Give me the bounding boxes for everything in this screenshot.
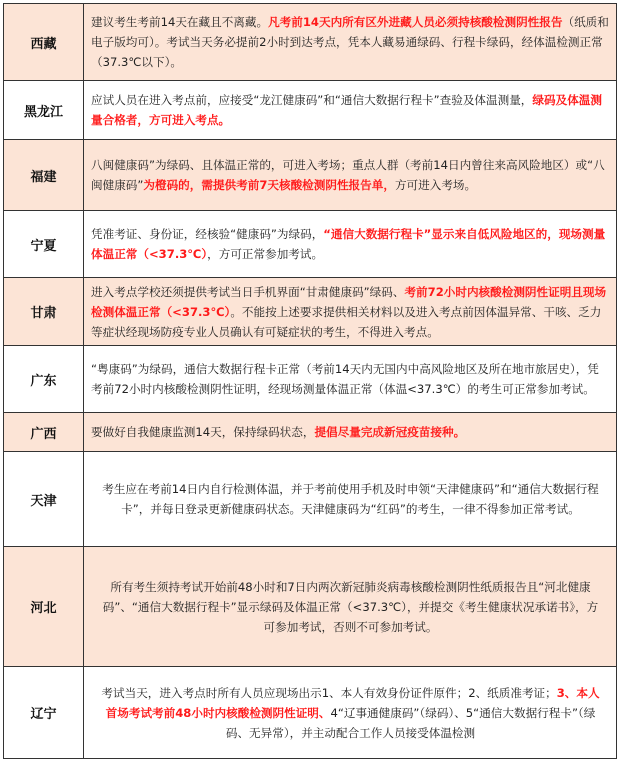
requirement-text — [91, 282, 610, 342]
province-cell: 西藏 — [4, 4, 84, 81]
requirement-cell — [84, 667, 617, 759]
requirement-text-segment: 凭准考证、身份证，经核验“健康码”为绿码， — [91, 227, 324, 241]
table-row-liaoning — [4, 667, 617, 759]
requirement-cell — [84, 4, 617, 81]
requirement-text-segment: 进入考点学校还须提供考试当日手机界面“甘肃健康码”绿码、 — [91, 284, 405, 299]
emphasized-text: 3、本人首场考试考前48小时内核酸检测阴性证明、 — [105, 685, 600, 720]
table-row-fujian — [4, 140, 617, 211]
province-cell: 广东 — [4, 346, 84, 413]
requirement-text-segment: 建议考生考前14天在藏且不离藏。 — [91, 15, 269, 29]
requirement-text-segment: 。不能按上述要求提供相关材料以及进入考点前因体温异常、干咳、乏力等症状经现场防疫专业人员确认有可疑症状的考生，不得进入考点。 — [91, 304, 602, 339]
province-cell: 福建 — [4, 140, 84, 211]
epidemic-requirements-table — [3, 3, 617, 759]
table-row-tianjin — [4, 452, 617, 547]
table-row-heilongjiang — [4, 81, 617, 140]
requirement-cell — [84, 413, 617, 452]
table-row-gansu — [4, 278, 617, 346]
emphasized-text: 凡考前14天内所有区外进藏人员必须持核酸检测阴性报告 — [268, 15, 563, 29]
table-row-guangdong — [4, 346, 617, 413]
requirement-text — [91, 224, 610, 264]
requirement-text — [98, 683, 604, 743]
requirement-cell — [84, 278, 617, 346]
province-cell: 广西 — [4, 413, 84, 452]
requirement-text-segment: 所有考生须持考试开始前48小时和7日内两次新冠肺炎病毒核酸检测阴性纸质报告且“河北健康码”、“通信大数据行程卡”显示绿码及体温正常（<37.3℃），并提交《考生健康状况承诺书》，方可参加考试，否则不可参加考试。 — [102, 579, 599, 634]
table-row-hebei — [4, 547, 617, 667]
requirement-text-segment: 考生应在考前14日内自行检测体温，并于考前使用手机及时申领“天津健康码”和“通信大数据行程卡”，并每日登录更新健康码状态。天津健康码为“红码”的考生，一律不得参加正常考试。 — [102, 482, 599, 516]
requirement-text-segment: 考试当天，进入考点时所有人员应现场出示1、本人有效身份证件原件；2、纸质准考证； — [101, 685, 557, 700]
requirement-text-segment: 要做好自我健康监测14天，保持绿码状态， — [91, 425, 315, 439]
emphasized-text: 考前72小时内核酸检测阴性证明且现场检测体温正常（<37.3℃） — [91, 284, 607, 319]
requirement-text — [101, 479, 601, 519]
requirement-cell — [84, 452, 617, 547]
requirement-text-segment: 应试人员在进入考点前，应接受“龙江健康码”和“通信大数据行程卡”查验及体温测量， — [91, 93, 533, 107]
province-cell: 甘肃 — [4, 278, 84, 346]
requirement-cell — [84, 547, 617, 667]
province-cell: 辽宁 — [4, 667, 84, 759]
emphasized-text: 绿码及体温测量合格者，方可进入考点。 — [91, 93, 602, 127]
requirement-text-segment: （纸质和电子版均可）。考试当天务必提前2小时到达考点，凭本人藏易通绿码、行程卡绿码，经体温检测正常（37.3℃以下）。 — [91, 15, 609, 69]
requirement-cell — [84, 81, 617, 140]
requirement-cell — [84, 346, 617, 413]
requirement-cell — [84, 140, 617, 211]
requirement-text — [91, 359, 610, 399]
province-cell: 黑龙江 — [4, 81, 84, 140]
requirement-text — [101, 577, 601, 637]
requirement-cell — [84, 211, 617, 278]
table-body — [4, 4, 617, 759]
requirement-text-segment: 八闽健康码”为绿码、且体温正常的，可进入考场；重点人群（考前14日内曾往来高风险地区）或“八闽健康码” — [91, 158, 605, 192]
province-cell: 天津 — [4, 452, 84, 547]
emphasized-text: “通信大数据行程卡”显示来自低风险地区的，现场测量体温正常（<37.3℃） — [91, 227, 606, 261]
requirement-text-segment: ，方可正常参加考试。 — [207, 247, 324, 261]
requirement-text — [91, 422, 610, 442]
requirement-text-segment: “粤康码”为绿码，通信大数据行程卡正常（考前14天内无国内中高风险地区及所在地市旅居史），凭考前72小时内核酸检测阴性证明，经现场测量体温正常（体温<37.3℃）的考生可正常参加考试。 — [91, 362, 599, 396]
province-cell: 河北 — [4, 547, 84, 667]
requirement-text — [91, 12, 610, 72]
requirement-text — [91, 155, 610, 195]
emphasized-text: 为橙码的，需提供考前7天核酸检测阴性报告单， — [143, 178, 395, 192]
requirement-text-segment: 4“辽事通健康码”（绿码）、5“通信大数据行程卡”（绿码、无异常），并主动配合工作人员接受体温检测 — [225, 705, 596, 740]
requirement-text — [91, 90, 610, 130]
emphasized-text: 提倡尽量完成新冠疫苗接种。 — [314, 425, 466, 439]
table-row-xizang — [4, 4, 617, 81]
province-cell: 宁夏 — [4, 211, 84, 278]
requirement-text-segment: 方可进入考场。 — [394, 178, 477, 192]
table-row-ningxia — [4, 211, 617, 278]
table-row-guangxi — [4, 413, 617, 452]
